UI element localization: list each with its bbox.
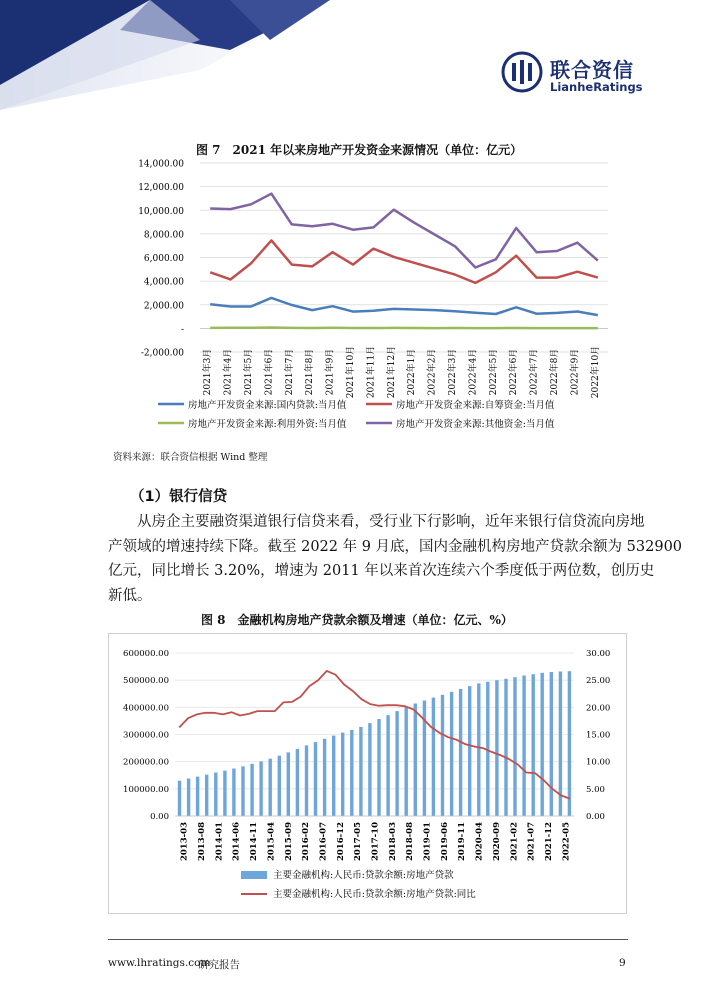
bar	[196, 777, 199, 816]
x-tick-label: 2022年9月	[570, 348, 581, 396]
bar	[395, 711, 398, 816]
bar	[323, 739, 326, 816]
x-tick-label: 2018-03	[387, 822, 398, 862]
footer-divider	[108, 939, 628, 940]
section-paragraph	[108, 510, 683, 608]
x-tick-label: 2015-04	[266, 822, 277, 862]
paragraph-line: 新低。	[108, 587, 152, 604]
x-tick-label: 2021年11月	[366, 345, 377, 399]
figure-8-chart	[108, 633, 628, 915]
right-tick-label: 15.00	[586, 730, 611, 741]
y-tick-label: 6,000.00	[143, 254, 184, 264]
bar	[296, 749, 299, 816]
left-tick-label: 300000.00	[123, 730, 169, 741]
bar	[241, 766, 244, 816]
x-tick-label: 2018-08	[405, 822, 416, 862]
legend-swatch	[241, 871, 267, 879]
bar	[232, 769, 235, 817]
y-tick-label: 8,000.00	[143, 230, 184, 241]
bar	[250, 764, 253, 816]
left-tick-label: 0.00	[150, 812, 169, 822]
bar	[187, 779, 190, 817]
legend-label: 房地产开发资金来源:国内贷款:当月值	[188, 400, 347, 411]
bar	[278, 756, 281, 816]
bar	[414, 704, 417, 817]
y-tick-label: 10,000.00	[138, 206, 184, 217]
x-tick-label: 2022-05	[561, 822, 572, 862]
x-tick-label: 2017-05	[353, 822, 364, 862]
left-tick-label: 200000.00	[123, 757, 169, 768]
bar	[259, 761, 262, 816]
bar	[341, 733, 344, 816]
x-tick-label: 2016-02	[301, 822, 312, 862]
figure-7-title: 图 7 2021 年以来房地产开发资金来源情况（单位：亿元）	[196, 143, 523, 157]
bar	[459, 689, 462, 816]
x-tick-label: 2022年4月	[468, 348, 479, 396]
bar	[368, 723, 371, 816]
left-tick-label: 500000.00	[123, 676, 169, 687]
footer-website: www.lhratings.com	[108, 957, 211, 969]
bar	[468, 686, 471, 816]
bar	[305, 745, 308, 816]
figure-8-title: 图 8 金融机构房地产贷款余额及增速（单位：亿元、%）	[201, 613, 513, 627]
x-tick-label: 2022年1月	[407, 348, 418, 396]
legend-label: 主要金融机构:人民币:贷款余额:房地产贷款	[273, 870, 454, 881]
y-tick-label: 2,000.00	[143, 301, 184, 312]
bar	[477, 683, 480, 816]
x-tick-label: 2021年3月	[203, 348, 214, 396]
paragraph-line: 亿元，同比增长 3.20%，增速为 2011 年以来首次连续六个季度低于两位数，创历史	[108, 563, 655, 579]
right-tick-label: 0.00	[586, 812, 605, 822]
x-tick-label: 2015-09	[283, 822, 294, 862]
right-tick-label: 30.00	[586, 649, 611, 659]
left-tick-label: 400000.00	[123, 703, 169, 714]
x-tick-label: 2021年8月	[305, 348, 316, 396]
series-line	[210, 194, 598, 268]
x-tick-label: 2020-09	[491, 822, 502, 862]
lianhe-logo-icon	[500, 50, 544, 94]
bar	[550, 672, 553, 816]
series-line	[210, 298, 598, 315]
section-heading: （1）银行信贷	[130, 489, 228, 505]
logo-cn-text: 联合资信	[550, 58, 634, 82]
left-tick-label: 100000.00	[123, 784, 169, 795]
left-tick-label: 600000.00	[123, 649, 169, 659]
y-tick-label: 14,000.00	[138, 159, 184, 170]
bar	[532, 674, 535, 816]
bar	[269, 759, 272, 816]
x-tick-label: 2019-01	[422, 822, 433, 862]
x-tick-label: 2016-07	[318, 822, 329, 862]
bar	[386, 715, 389, 816]
x-tick-label: 2022年2月	[427, 348, 438, 396]
x-tick-label: 2021-12	[543, 822, 554, 862]
x-tick-label: 2021年6月	[264, 348, 275, 396]
bar	[568, 671, 571, 816]
bar	[541, 673, 544, 816]
x-tick-label: 2016-12	[335, 822, 346, 862]
bar	[504, 679, 507, 816]
x-tick-label: 2021-07	[526, 822, 537, 862]
footer-doc-type: 研究报告	[198, 959, 240, 971]
paragraph-line: 产领域的增速持续下降。截至 2022 年 9 月底，国内金融机构房地产贷款余额为 532900	[108, 538, 683, 555]
paragraph-line: 从房企主要融资渠道银行信贷来看，受行业下行影响，近年来银行信贷流向房地	[137, 514, 645, 530]
bar	[223, 771, 226, 816]
right-tick-label: 25.00	[586, 676, 611, 687]
x-tick-label: 2022年8月	[550, 348, 560, 396]
y-tick-label: -2,000.00	[140, 348, 184, 359]
x-tick-label: 2021年4月	[223, 348, 234, 396]
x-tick-label: 2013-08	[197, 822, 208, 862]
bar	[359, 727, 362, 816]
bar	[332, 736, 335, 816]
legend-label: 主要金融机构:人民币:贷款余额:房地产贷款:同比	[273, 889, 476, 900]
bar	[287, 752, 290, 816]
bar	[214, 773, 217, 817]
y-tick-label: 12,000.00	[138, 183, 184, 194]
series-line	[210, 328, 598, 329]
x-tick-label: 2022年6月	[509, 348, 520, 396]
bar	[205, 775, 208, 816]
logo-en-text: LianheRatings	[550, 80, 643, 94]
x-tick-label: 2014-01	[214, 822, 225, 862]
x-tick-label: 2021年12月	[386, 345, 397, 399]
x-tick-label: 2022年10月	[590, 345, 601, 399]
bar	[441, 695, 444, 816]
right-tick-label: 10.00	[586, 757, 611, 768]
bar	[314, 742, 317, 816]
x-tick-label: 2021年5月	[244, 348, 254, 396]
page-number: 9	[619, 957, 626, 969]
x-tick-label: 2021年7月	[284, 348, 295, 396]
lianhe-logo	[500, 50, 643, 96]
y-tick-label: -	[180, 324, 184, 335]
bar	[495, 680, 498, 816]
y-tick-label: 4,000.00	[143, 277, 184, 288]
x-tick-label: 2022年3月	[448, 348, 458, 396]
figure-7-chart	[108, 150, 618, 440]
x-tick-label: 2021年9月	[325, 348, 336, 396]
x-tick-label: 2022年5月	[488, 348, 499, 396]
x-tick-label: 2014-06	[231, 822, 242, 862]
x-tick-label: 2017-10	[370, 822, 381, 862]
bar	[432, 698, 435, 816]
bar	[522, 676, 525, 817]
x-tick-label: 2020-04	[474, 822, 485, 862]
legend-label: 房地产开发资金来源:其他资金:当月值	[396, 419, 555, 430]
bar	[178, 781, 181, 816]
bar	[405, 707, 408, 816]
series-line	[210, 240, 598, 283]
right-tick-label: 5.00	[586, 784, 605, 795]
x-tick-label: 2021-02	[509, 822, 520, 862]
bar	[350, 730, 353, 816]
bar	[377, 719, 380, 816]
legend-label: 房地产开发资金来源:利用外资:当月值	[188, 419, 347, 430]
x-tick-label: 2019-06	[439, 822, 450, 862]
bar	[450, 692, 453, 816]
right-tick-label: 20.00	[586, 703, 611, 714]
figure-7-source: 资料来源：联合资信根据 Wind 整理	[113, 452, 268, 463]
legend-label: 房地产开发资金来源:自筹资金:当月值	[396, 400, 555, 411]
x-tick-label: 2021年10月	[346, 345, 356, 399]
x-tick-label: 2014-11	[249, 822, 260, 862]
x-tick-label: 2019-11	[457, 822, 468, 862]
x-tick-label: 2013-03	[179, 822, 190, 862]
x-tick-label: 2022年7月	[529, 348, 540, 396]
bar	[513, 677, 516, 816]
